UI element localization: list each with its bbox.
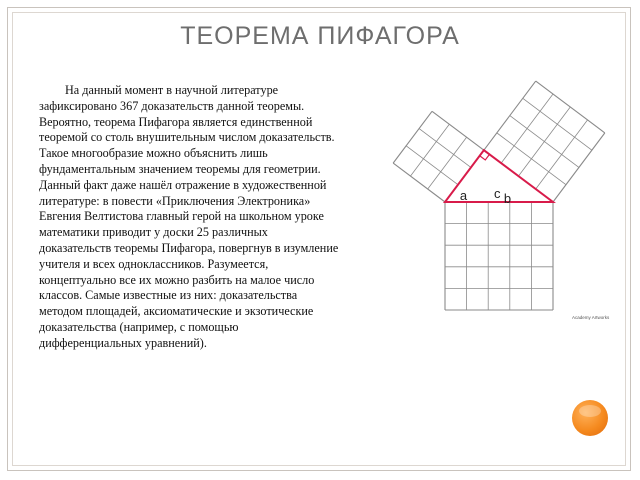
square-a-grid bbox=[393, 111, 484, 202]
square-border bbox=[553, 133, 605, 202]
pythagoras-diagram bbox=[386, 66, 612, 334]
square-border bbox=[536, 81, 605, 133]
side-label-b: b bbox=[503, 191, 512, 207]
square-b-grid bbox=[484, 81, 605, 202]
body-paragraph: На данный момент в научной литературе зафиксировано 367 доказательств данной теоремы. Вероятно, теорема Пифагора является единственной теоремой со столь внушительным числом доказательств. Такое многообразие можно объяснить лишь фундаментальным значением теоремы для геометрии. Данный факт даже нашёл отражение в художественной литературе: в повести «Приключения Электроника» Евгения Велтистова главный герой на школьном уроке математики приводит у доски 25 различных доказательств теоремы Пифагора, повергнув в изумление учителя и всех одноклассников. Разумеется, концептуально все их можно разбить на малое число классов. Самые известные из них: доказательства методом площадей, аксиоматические и экзотические доказательства (например, с помощью дифференциальных уравнений). bbox=[39, 83, 339, 350]
figure-credit: Academy Artworks bbox=[572, 315, 610, 320]
square-c-grid bbox=[445, 202, 553, 310]
grid-line bbox=[536, 120, 588, 189]
side-label-a: a bbox=[459, 188, 468, 204]
decorative-orange-circle bbox=[572, 400, 608, 436]
pythagoras-figure bbox=[386, 66, 612, 334]
slide-title: ТЕОРЕМА ПИФАГОРА bbox=[180, 22, 460, 50]
square-border bbox=[484, 81, 536, 150]
side-label-c: c bbox=[494, 186, 501, 201]
grid-line bbox=[523, 98, 592, 150]
grid-line bbox=[510, 116, 579, 168]
